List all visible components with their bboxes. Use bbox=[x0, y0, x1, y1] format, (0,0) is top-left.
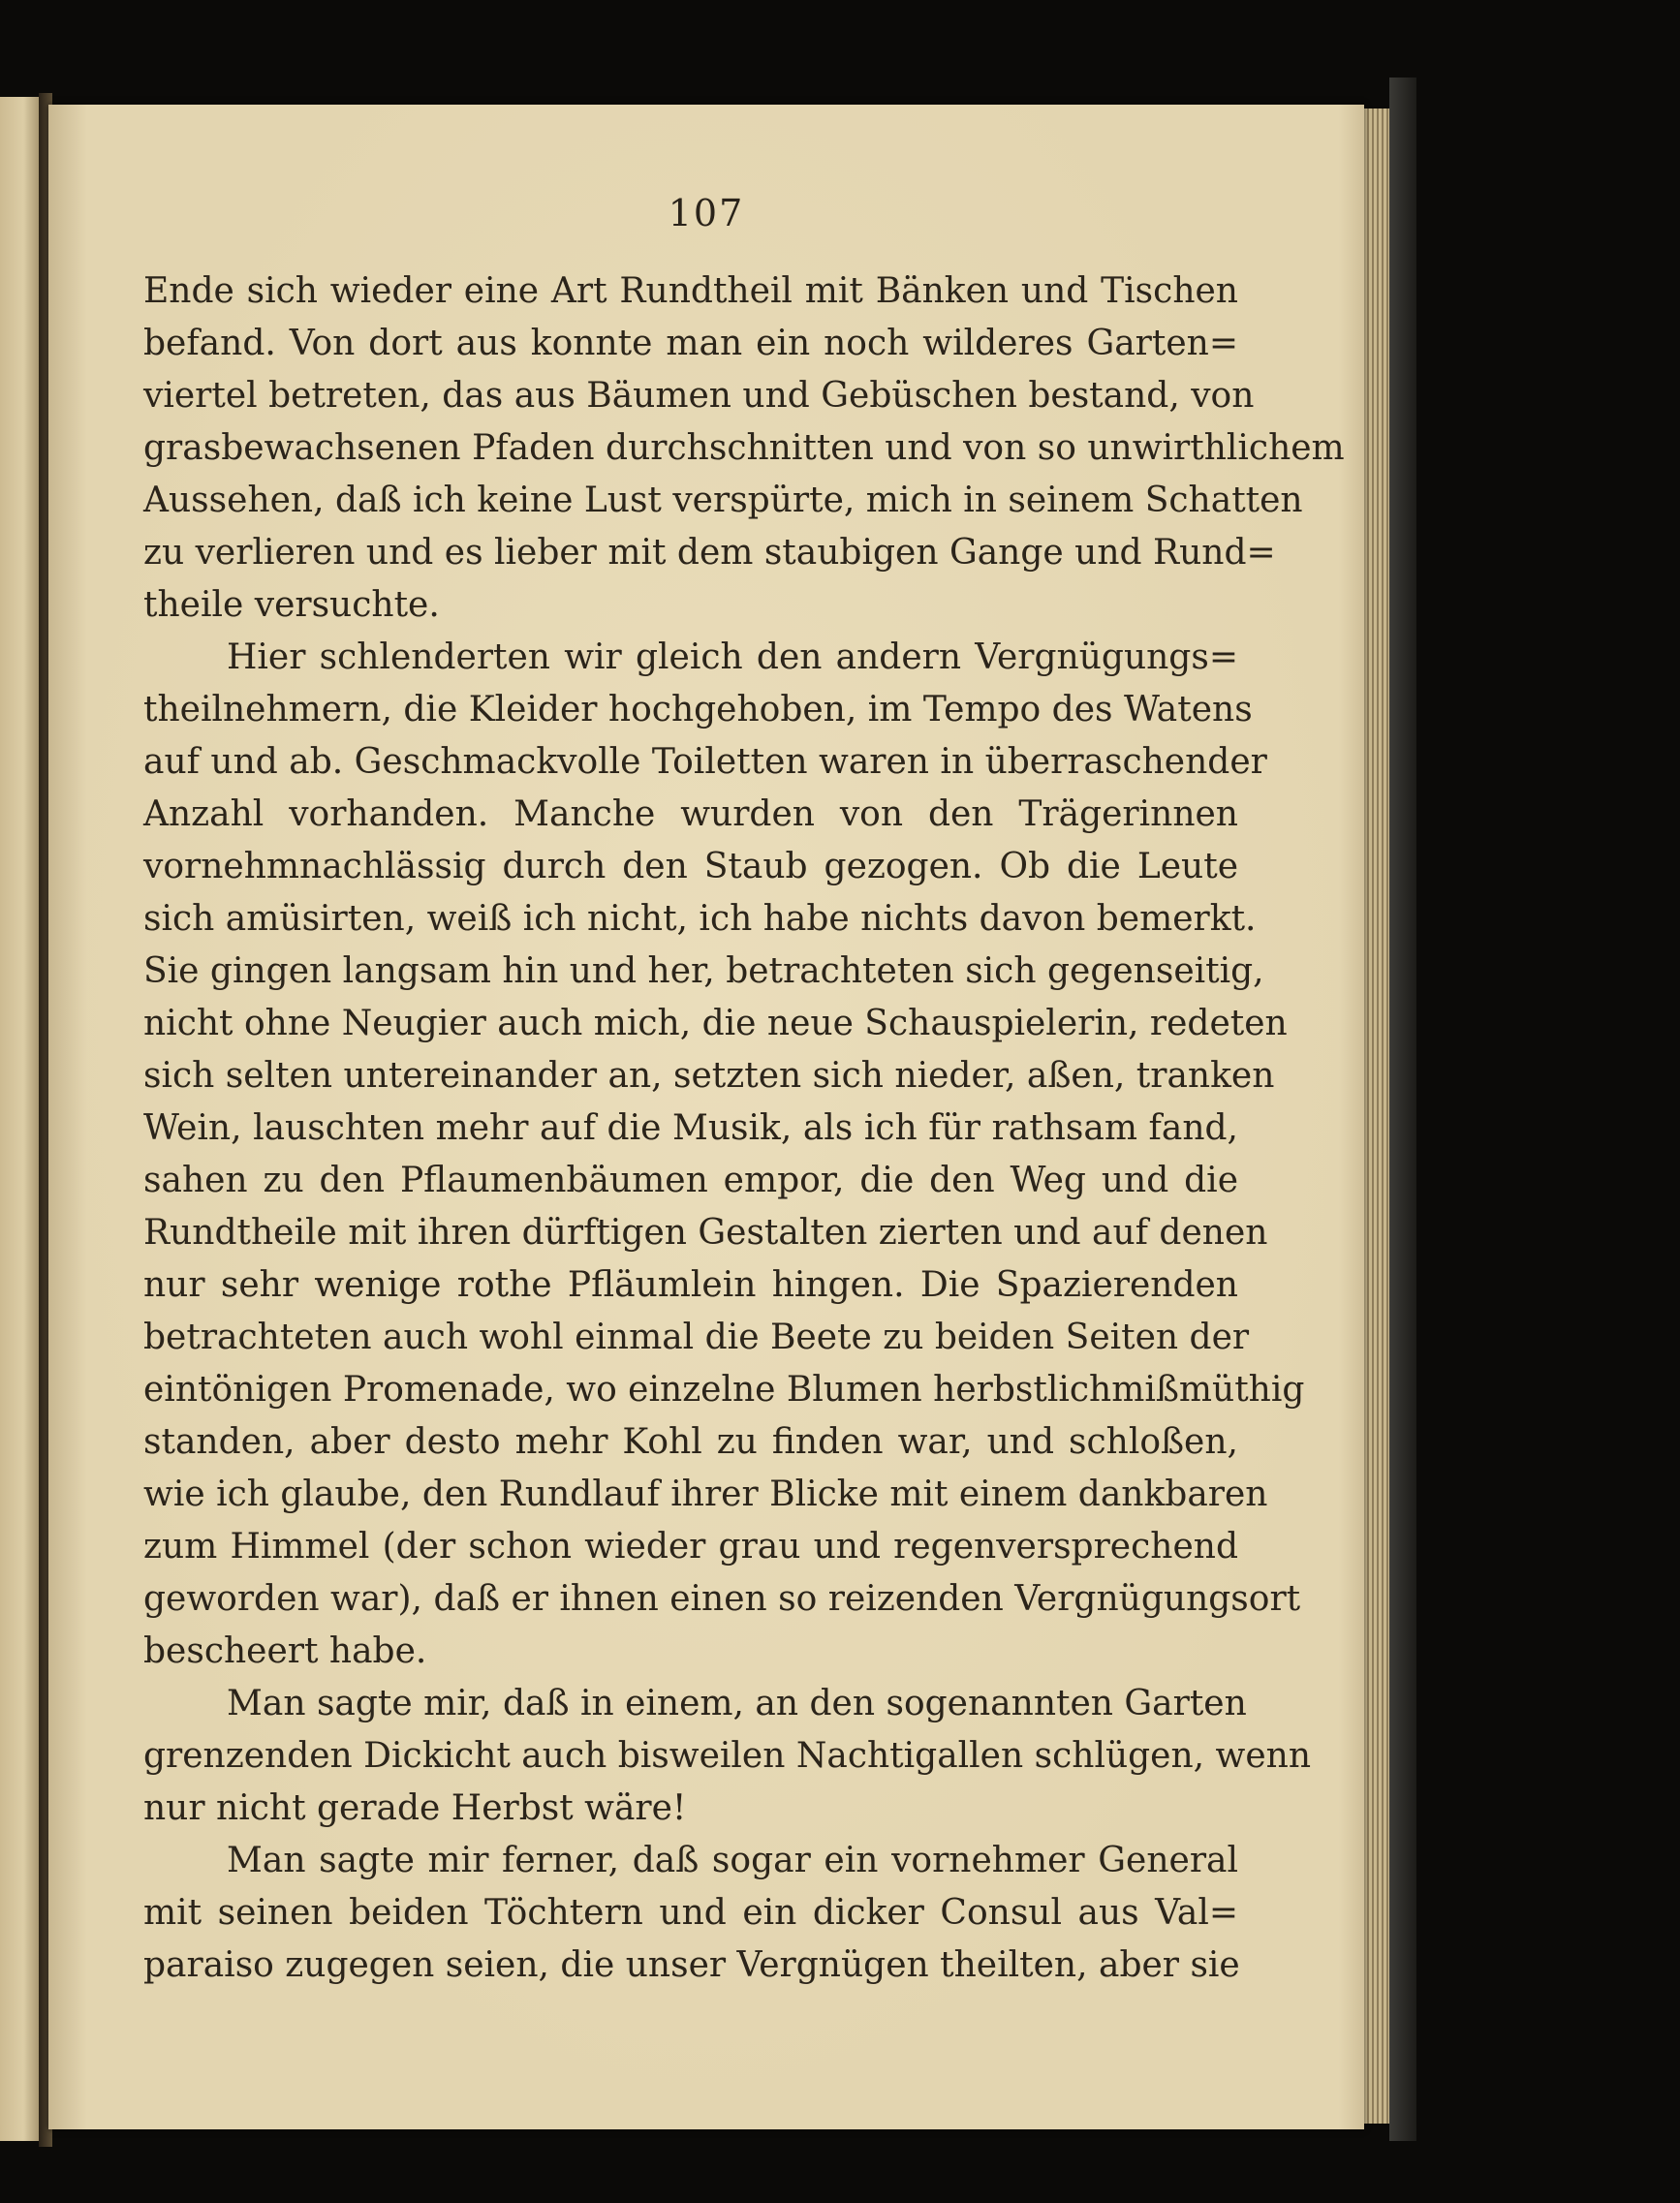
page-number: 107 bbox=[668, 192, 745, 234]
text-line: zu verlieren und es lieber mit dem staubigen Gange und Rund= bbox=[143, 533, 1276, 573]
text-line: grasbewachsenen Pfaden durchschnitten und von so unwirthlichem bbox=[143, 428, 1345, 468]
page-stack-edge bbox=[1364, 109, 1389, 2124]
text-line: zum Himmel (der schon wieder grau und regenversprechend bbox=[143, 1527, 1238, 1567]
text-line: Wein, lauschten mehr auf die Musik, als ich für rathsam fand, bbox=[143, 1108, 1238, 1148]
text-line: Anzahl vorhanden. Manche wurden von den Trägerinnen bbox=[143, 794, 1238, 834]
text-line: nur sehr wenige rothe Pfläumlein hingen. Die Spazierenden bbox=[143, 1265, 1238, 1305]
text-line: vornehmnachlässig durch den Staub gezogen. Ob die Leute bbox=[143, 847, 1238, 886]
text-line: viertel betreten, das aus Bäumen und Gebüschen bestand, von bbox=[143, 376, 1255, 416]
text-line: bescheert habe. bbox=[143, 1631, 427, 1671]
text-line: paraiso zugegen seien, die unser Vergnügen theilten, aber sie bbox=[143, 1945, 1240, 1985]
text-line: theilnehmern, die Kleider hochgehoben, im Tempo des Watens bbox=[143, 690, 1253, 729]
book-cover-edge bbox=[1389, 78, 1416, 2141]
text-line: nur nicht gerade Herbst wäre! bbox=[143, 1788, 687, 1828]
text-line: sich amüsirten, weiß ich nicht, ich habe nichts davon bemerkt. bbox=[143, 899, 1257, 939]
text-line: eintönigen Promenade, wo einzelne Blumen herbstlichmißmüthig bbox=[143, 1370, 1305, 1410]
text-line: Aussehen, daß ich keine Lust verspürte, mich in seinem Schatten bbox=[143, 481, 1303, 520]
text-line: mit seinen beiden Töchtern und ein dicker Consul aus Val= bbox=[143, 1893, 1238, 1933]
text-line: grenzenden Dickicht auch bisweilen Nachtigallen schlügen, wenn bbox=[143, 1736, 1312, 1776]
text-line: Hier schlenderten wir gleich den andern Vergnügungs= bbox=[227, 637, 1238, 677]
text-line: wie ich glaube, den Rundlauf ihrer Blicke mit einem dankbaren bbox=[143, 1474, 1268, 1514]
text-line: Man sagte mir ferner, daß sogar ein vornehmer General bbox=[227, 1841, 1238, 1880]
book-page bbox=[48, 105, 1364, 2129]
text-line: sahen zu den Pflaumenbäumen empor, die den Weg und die bbox=[143, 1161, 1238, 1200]
text-line: Rundtheile mit ihren dürftigen Gestalten zierten und auf denen bbox=[143, 1213, 1268, 1253]
text-line: theile versuchte. bbox=[143, 585, 440, 625]
text-line: Sie gingen langsam hin und her, betrachteten sich gegenseitig, bbox=[143, 951, 1264, 991]
page-body-text bbox=[143, 265, 1345, 1992]
facing-page-edge bbox=[0, 97, 43, 2141]
text-line: standen, aber desto mehr Kohl zu finden war, und schloßen, bbox=[143, 1422, 1238, 1462]
text-line: Man sagte mir, daß in einem, an den sogenannten Garten bbox=[227, 1684, 1247, 1723]
text-line: geworden war), daß er ihnen einen so reizenden Vergnügungsort bbox=[143, 1579, 1301, 1619]
text-line: Ende sich wieder eine Art Rundtheil mit Bänken und Tischen bbox=[143, 271, 1238, 311]
text-line: nicht ohne Neugier auch mich, die neue Schauspielerin, redeten bbox=[143, 1004, 1288, 1043]
text-line: auf und ab. Geschmackvolle Toiletten waren in überraschender bbox=[143, 742, 1267, 782]
text-line: befand. Von dort aus konnte man ein noch wilderes Garten= bbox=[143, 324, 1238, 363]
text-line: sich selten untereinander an, setzten sich nieder, aßen, tranken bbox=[143, 1056, 1275, 1096]
text-line: betrachteten auch wohl einmal die Beete zu beiden Seiten der bbox=[143, 1318, 1250, 1357]
